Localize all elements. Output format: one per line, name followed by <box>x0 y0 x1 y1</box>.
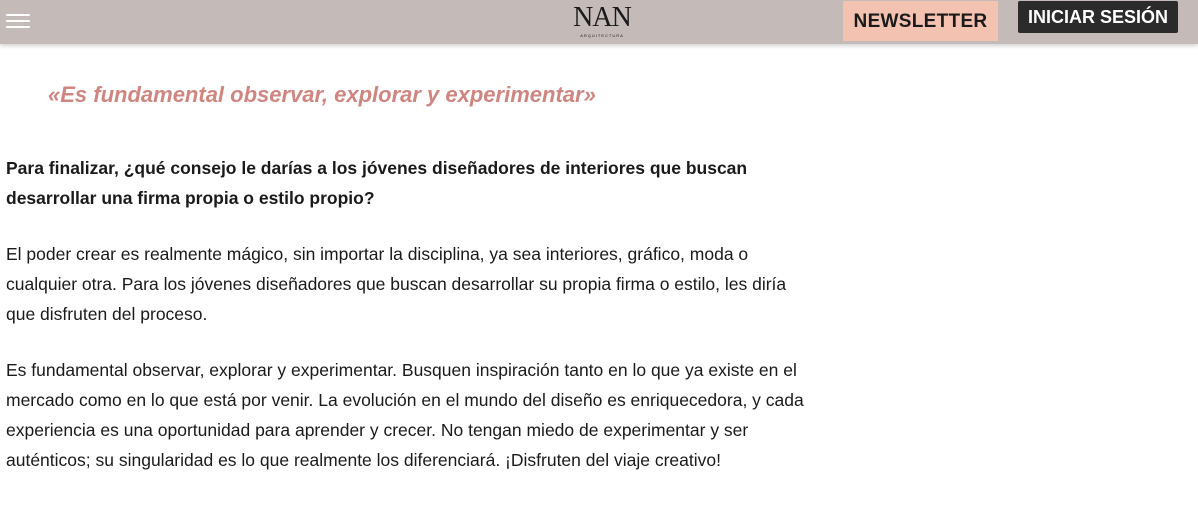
pull-quote: «Es fundamental observar, explorar y experimentar» <box>48 82 596 107</box>
interview-question: Para finalizar, ¿qué consejo le darías a los jóvenes diseñadores de interiores que buscan desarrollar una firma propia o estilo propio? <box>6 158 748 208</box>
logo-wordmark: NAN <box>573 2 631 33</box>
answer-paragraph-2: Es fundamental observar, explorar y experimentar. Busquen inspiración tanto en lo que ya existe en el mercado como en lo que está por venir. La evolución en el mundo del diseño es enriquecedora, y cada experiencia es una oportunidad para aprender y crecer. No tengan miedo de experimentar y ser auténticos; su singularidad es lo que realmente los diferenciará. ¡Disfruten del viaje creativo! <box>6 360 804 470</box>
newsletter-button[interactable]: NEWSLETTER <box>843 1 998 41</box>
logo-subtitle: ARQUITECTURA <box>580 33 624 38</box>
site-logo[interactable] <box>562 4 642 38</box>
answer-paragraph-1: El poder crear es realmente mágico, sin importar la disciplina, ya sea interiores, gráfico, moda o cualquier otra. Para los jóvenes diseñadores que buscan desarrollar su propia firma o estilo, les diría que disfruten del proceso. <box>6 244 787 324</box>
article-body <box>6 153 814 501</box>
top-navigation-bar <box>0 0 1198 44</box>
login-button[interactable]: INICIAR SESIÓN <box>1018 1 1178 33</box>
hamburger-menu-icon[interactable] <box>6 14 30 32</box>
